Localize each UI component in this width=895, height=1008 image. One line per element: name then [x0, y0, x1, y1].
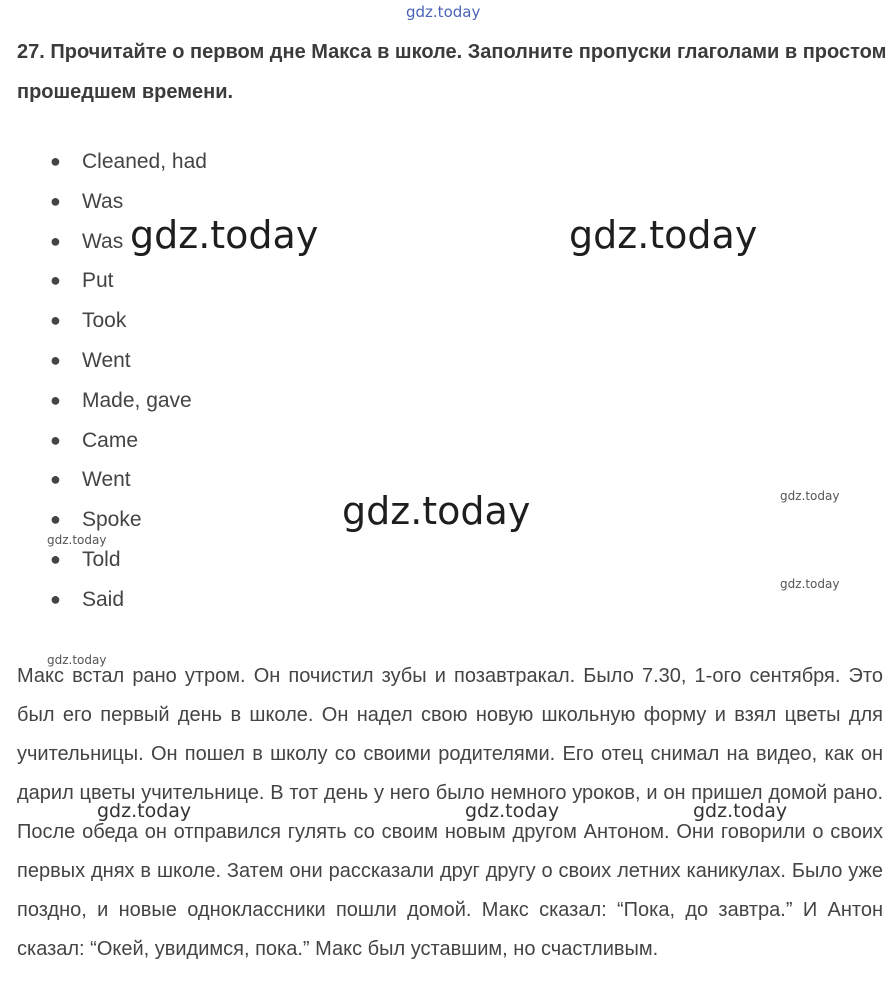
bullet-icon: ●: [50, 588, 61, 609]
story-paragraph: Макс встал рано утром. Он почистил зубы и позавтракал. Было 7.30, 1-ого сентября. Это был его первый день в школе. Он надел свою новую школьную форму и взял цветы для учительницы. Он пошел в школу со своими родителями. Его отец снимал на видео, как он дарил цветы учительнице. В тот день у него было немного уроков, и он пришел домой рано. После обеда он отправился гулять со своим новым другом Антоном. Они говорили о своих первых днях в школе. Затем они рассказали друг другу о своих летних каникулах. Было уже поздно, и новые одноклассники пошли домой. Макс сказал: “Пока, до завтра.” И Антон сказал: “Окей, увидимся, пока.” Макс был уставшим, но счастливым.: [17, 665, 883, 960]
list-item: [0, 580, 207, 620]
bullet-icon: ●: [50, 429, 61, 450]
watermark-small: gdz.today: [47, 653, 107, 667]
bullet-icon: ●: [50, 509, 61, 530]
list-item: [0, 261, 207, 301]
exercise-title: 27. Прочитайте о первом дне Макса в школе. Заполните пропуски глаголами в простом прошедшем времени.: [17, 41, 887, 103]
answer-text: Was: [82, 189, 124, 213]
bullet-icon: ●: [50, 349, 61, 370]
answer-text: Cleaned, had: [82, 150, 207, 173]
answer-text: Spoke: [82, 508, 142, 532]
list-item: [0, 421, 207, 461]
bullet-icon: ●: [50, 548, 61, 569]
bullet-icon: ●: [50, 310, 61, 331]
watermark-mid: gdz.today: [465, 800, 560, 822]
watermark-small: gdz.today: [780, 489, 840, 503]
list-item: [0, 381, 207, 421]
bullet-icon: ●: [50, 190, 61, 211]
watermark-big: gdz.today: [569, 213, 758, 257]
bullet-icon: ●: [50, 469, 61, 490]
watermark-big: gdz.today: [130, 213, 319, 257]
watermark-mid: gdz.today: [97, 800, 192, 822]
answer-text: Said: [82, 587, 125, 611]
watermark-small: gdz.today: [47, 533, 107, 547]
answer-text: Went: [82, 468, 131, 492]
answer-text: Was: [82, 229, 124, 253]
bullet-icon: ●: [50, 230, 61, 251]
list-item: [0, 301, 207, 341]
list-item: [0, 142, 207, 182]
answer-text: Went: [82, 348, 131, 372]
answer-text: Came: [82, 428, 139, 452]
answer-text: Made, gave: [82, 388, 192, 412]
watermark-small: gdz.today: [780, 577, 840, 591]
bullet-icon: ●: [50, 389, 61, 410]
bullet-icon: ●: [50, 151, 61, 171]
list-item: [0, 341, 207, 381]
watermark-big: gdz.today: [342, 489, 531, 533]
answer-text: Took: [82, 309, 127, 333]
answer-text: Told: [82, 547, 121, 571]
watermark-mid: gdz.today: [693, 800, 788, 822]
list-item: [0, 460, 207, 500]
answer-text: Put: [82, 269, 114, 293]
bullet-icon: ●: [50, 270, 61, 291]
watermark-top: gdz.today: [406, 3, 481, 21]
